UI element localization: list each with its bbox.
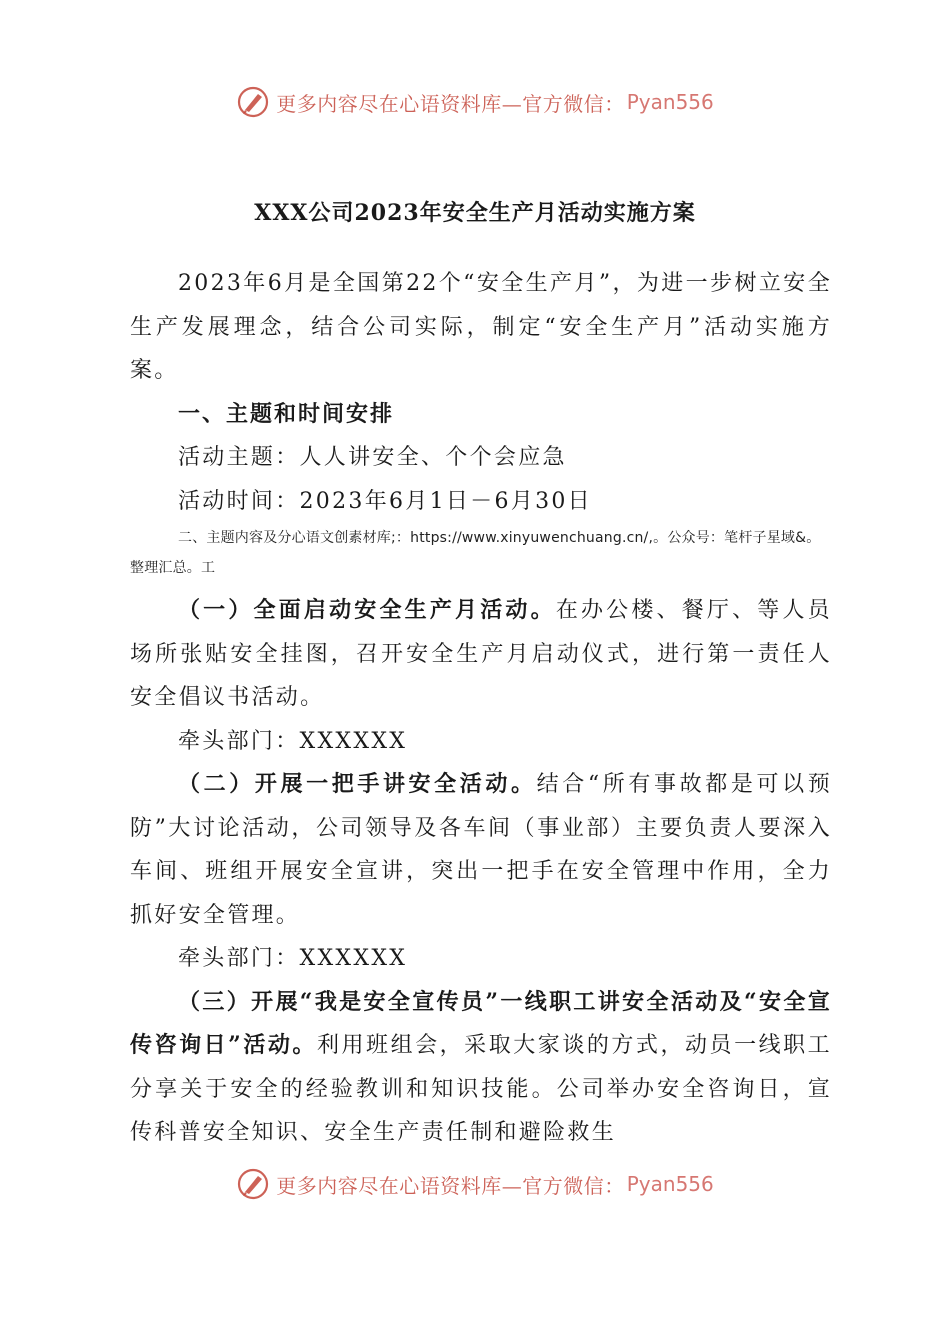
intro-paragraph: 2023年6月是全国第22个“安全生产月”，为进一步树立安全生产发展理念，结合公司实际，制定“安全生产月”活动实施方案。 <box>130 271 832 383</box>
banner-text: 更多内容尽在心语资料库—官方微信： <box>276 91 625 116</box>
item-lead: （二）开展一把手讲安全活动。 <box>178 771 537 797</box>
banner-text: 更多内容尽在心语资料库—官方微信： <box>276 1173 625 1198</box>
pen-logo-icon <box>236 85 270 119</box>
pen-logo-icon <box>236 1167 270 1201</box>
item-paragraph <box>130 583 832 720</box>
item-lead: （一）全面启动安全生产月活动。 <box>178 597 556 623</box>
item-body: 结合“所有事故都是可以预防”大讨论活动，公司领导及各车间（事业部）主要负责人要深入车间、班组开展安全宣讲，突出一把手在安全管理中作用，全力抓好安全管理。 <box>130 772 832 928</box>
activity-theme: 活动主题：人人讲安全、个个会应急 <box>178 445 567 470</box>
item-paragraph <box>130 763 832 937</box>
footer-watermark-banner <box>0 1162 950 1206</box>
section-2-line: 二、主题内容及分心语文创素材库;：https://www.xinyuwenchuang.cn/,。公众号：笔杆子星域&。整理汇总。工 <box>130 530 821 576</box>
item-body: 利用班组会，采取大家谈的方式，动员一线职工分享关于安全的经验教训和知识技能。公司举办安全咨询日，宣传科普安全知识、安全生产责任制和避险救生 <box>130 1033 832 1145</box>
activity-time: 活动时间：2023年6月1日－6月30日 <box>178 488 592 514</box>
item-lead: （三）开展“我是安全宣传员”一线职工讲安全活动及“安全宣传咨询日”活动。 <box>130 988 832 1058</box>
banner-wechat-id: Pyan556 <box>626 1172 714 1196</box>
banner-wechat-id: Pyan556 <box>626 90 714 114</box>
item-body: 在办公楼、餐厅、等人员场所张贴安全挂图，召开安全生产月启动仪式，进行第一责任人安全倡议书活动。 <box>130 598 832 710</box>
lead-department: 牵头部门：XXXXXX <box>178 946 408 971</box>
section-heading-1: 一、主题和时间安排 <box>178 400 395 427</box>
header-watermark-banner <box>0 80 950 124</box>
lead-department: 牵头部门：XXXXXX <box>178 728 408 754</box>
document-body <box>130 262 832 1155</box>
document-title: XXX公司2023年安全生产月活动实施方案 <box>254 200 696 226</box>
item-paragraph <box>130 981 832 1155</box>
